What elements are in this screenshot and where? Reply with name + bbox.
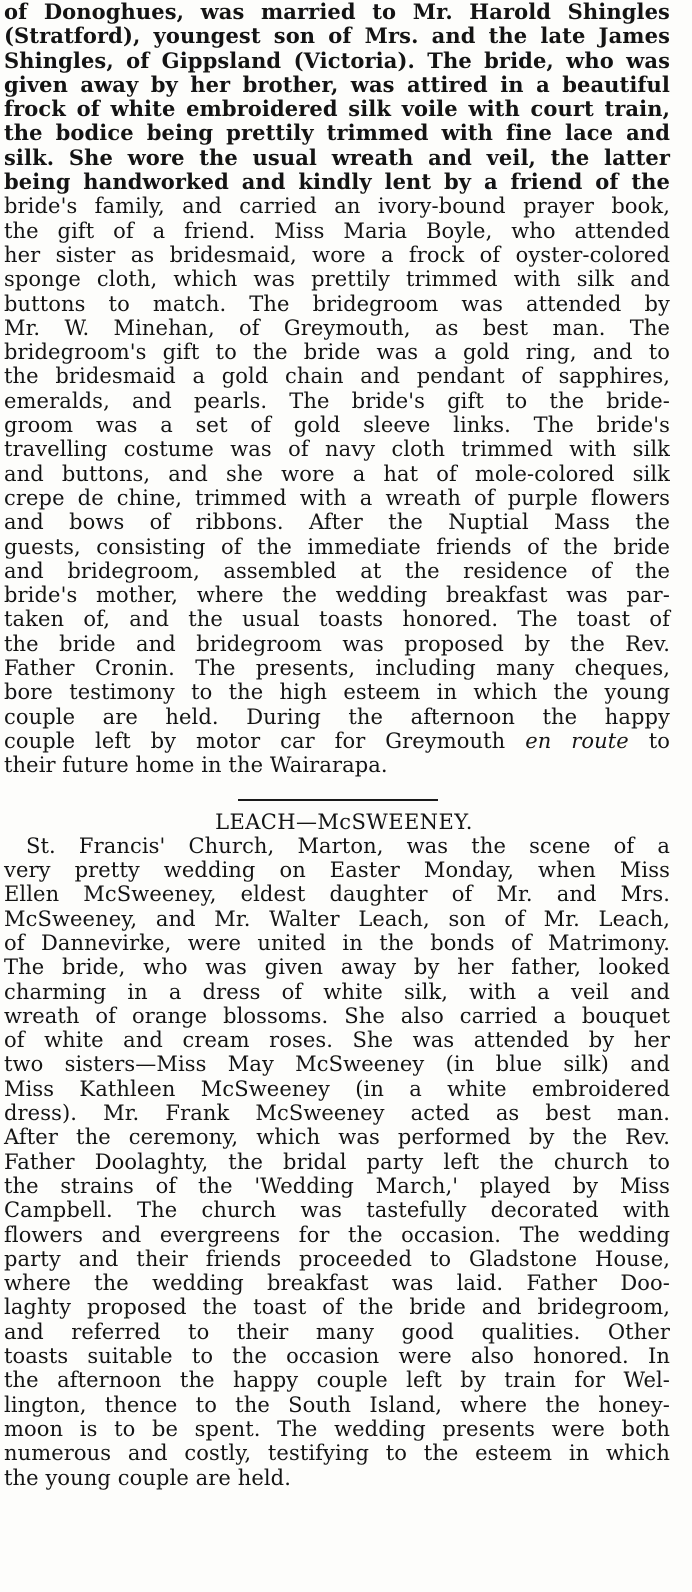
article-line: of Dannevirke, were united in the bonds of Matrimony. [4, 930, 670, 955]
article-line: party and their friends proceeded to Gladstone House, [4, 1246, 670, 1271]
article-line: charming in a dress of white silk, with a veil and [4, 979, 670, 1004]
article-line: the young couple are held. [4, 1465, 291, 1490]
article-line: and referred to their many good qualities. Other [4, 1319, 670, 1344]
article-line: guests, consisting of the immediate friends of the bride [4, 534, 670, 559]
article-line: bore testimony to the high esteem in which the young [4, 680, 670, 705]
article-line: emeralds, and pearls. The bride's gift to the bride- [4, 388, 670, 413]
article-line: (Stratford), youngest son of Mrs. and the late James [4, 23, 670, 49]
italic-phrase: en route [525, 728, 629, 753]
article-line: given away by her brother, was attired in a beautiful [4, 71, 670, 97]
article-line: Shingles, of Gippsland (Victoria). The bride, who was [4, 47, 670, 73]
article-line: wreath of orange blossoms. She also carried a bouquet [4, 1003, 670, 1028]
article-line: where the wedding breakfast was laid. Father Doo- [4, 1271, 670, 1296]
article-line-text: couple left by motor car for Greymouth [4, 728, 506, 753]
article-line-with-italic [4, 729, 670, 753]
article-line: bride's mother, where the wedding breakfast was par- [4, 583, 670, 608]
article-line: the strains of the 'Wedding March,' played by Miss [4, 1173, 670, 1198]
article-line: buttons to match. The bridegroom was attended by [4, 291, 670, 316]
article-line: the afternoon the happy couple left by train for Wel- [4, 1368, 670, 1393]
article-line: McSweeney, and Mr. Walter Leach, son of Mr. Leach, [4, 906, 670, 931]
article-headline: LEACH—McSWEENEY. [215, 809, 473, 834]
article-line: her sister as bridesmaid, wore a frock of oyster-colored [4, 242, 670, 267]
article-line: and bows of ribbons. After the Nuptial Mass the [4, 510, 670, 535]
article-line: Ellen McSweeney, eldest daughter of Mr. and Mrs. [4, 882, 670, 907]
article-line: being handworked and kindly lent by a friend of the [4, 169, 670, 195]
article-line: Mr. W. Minehan, of Greymouth, as best man. The [4, 315, 670, 340]
article-line: the gift of a friend. Miss Maria Boyle, who attended [4, 218, 670, 243]
article-shingles-wedding [4, 0, 670, 778]
article-line: and buttons, and she wore a hat of mole-colored silk [4, 461, 670, 486]
article-line: the bride and bridegroom was proposed by the Rev. [4, 631, 670, 656]
article-line-tail: to [648, 728, 670, 753]
article-line: the bodice being prettily trimmed with fine lace and [4, 120, 670, 146]
section-divider [238, 799, 438, 801]
article-line: laghty proposed the toast of the bride and bridegroom, [4, 1295, 670, 1320]
article-line: Father Doolaghty, the bridal party left the church to [4, 1149, 670, 1174]
text-column [4, 0, 670, 1490]
article-line: of white and cream roses. She was attended by her [4, 1028, 670, 1053]
article-line: lington, thence to the South Island, where the honey- [4, 1392, 670, 1417]
article-line: travelling costume was of navy cloth trimmed with silk [4, 437, 670, 462]
article-line: sponge cloth, which was prettily trimmed with silk and [4, 267, 670, 292]
article-line: toasts suitable to the occasion were also honored. In [4, 1344, 670, 1369]
article-line: two sisters—Miss May McSweeney (in blue silk) and [4, 1052, 670, 1077]
article-line: Father Cronin. The presents, including many cheques, [4, 656, 670, 681]
article-line: bridegroom's gift to the bride was a gold ring, and to [4, 340, 670, 365]
article-line: dress). Mr. Frank McSweeney acted as best man. [4, 1101, 670, 1126]
article-line: very pretty wedding on Easter Monday, when Miss [4, 858, 670, 883]
article-line: Miss Kathleen McSweeney (in a white embroidered [4, 1076, 670, 1101]
article-line: moon is to be spent. The wedding presents were both [4, 1416, 670, 1441]
article-line: the bridesmaid a gold chain and pendant of sapphires, [4, 364, 670, 389]
article-line: numerous and costly, testifying to the esteem in which [4, 1441, 670, 1466]
article-leach-mcsweeney [4, 810, 670, 1490]
article-line: silk. She wore the usual wreath and veil, the latter [4, 144, 670, 170]
article-line: of Donoghues, was married to Mr. Harold Shingles [4, 0, 670, 24]
article-line: groom was a set of gold sleeve links. The bride's [4, 413, 670, 438]
article-line: After the ceremony, which was performed by the Rev. [4, 1125, 670, 1150]
article-line: Campbell. The church was tastefully decorated with [4, 1198, 670, 1223]
article-line: St. Francis' Church, Marton, was the scene of a [26, 833, 670, 858]
article-line: and bridegroom, assembled at the residence of the [4, 558, 670, 583]
article-line: couple are held. During the afternoon the happy [4, 704, 670, 729]
article-line: flowers and evergreens for the occasion. The wedding [4, 1222, 670, 1247]
article-line: The bride, who was given away by her father, looked [4, 955, 670, 980]
article-line: taken of, and the usual toasts honored. The toast of [4, 607, 670, 632]
article-line: their future home in the Wairarapa. [4, 753, 388, 778]
article-line: crepe de chine, trimmed with a wreath of purple flowers [4, 485, 670, 510]
article-line: bride's family, and carried an ivory-bound prayer book, [4, 194, 670, 219]
article-line: frock of white embroidered silk voile with court train, [4, 96, 670, 122]
